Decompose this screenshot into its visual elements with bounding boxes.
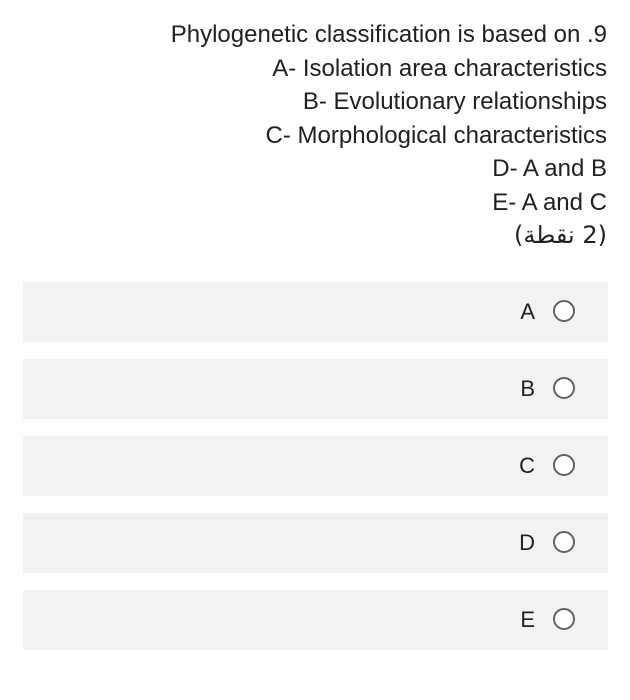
option-e-radio[interactable] xyxy=(553,608,575,630)
question-choice-b-text: B- Evolutionary relationships xyxy=(302,88,607,115)
option-c-radio[interactable] xyxy=(553,454,575,476)
option-a[interactable] xyxy=(23,282,608,342)
question-points: (2 نقطة) xyxy=(513,221,607,249)
option-b-radio[interactable] xyxy=(553,377,575,399)
question-block xyxy=(47,18,607,253)
option-a-radio[interactable] xyxy=(553,300,575,322)
option-d-radio[interactable] xyxy=(553,531,575,553)
question-choice-e-text: E- A and C xyxy=(492,188,607,216)
answer-options xyxy=(23,282,608,667)
option-d[interactable] xyxy=(23,513,608,573)
option-b-label: B xyxy=(520,376,535,401)
option-b[interactable] xyxy=(23,359,608,419)
question-choice-a-text: A- Isolation area characteristics xyxy=(272,54,607,82)
option-e-label: E xyxy=(520,607,535,632)
option-a-label: A xyxy=(520,299,535,324)
question-choice-d-text: D- A and B xyxy=(492,155,607,182)
option-c-label: C xyxy=(519,453,535,478)
question-choice-c-text: C- Morphological characteristics xyxy=(265,121,607,149)
option-e[interactable] xyxy=(23,590,608,650)
question-title: Phylogenetic classification is based on .9 xyxy=(170,21,607,48)
option-d-label: D xyxy=(519,530,535,555)
option-c[interactable] xyxy=(23,436,608,496)
